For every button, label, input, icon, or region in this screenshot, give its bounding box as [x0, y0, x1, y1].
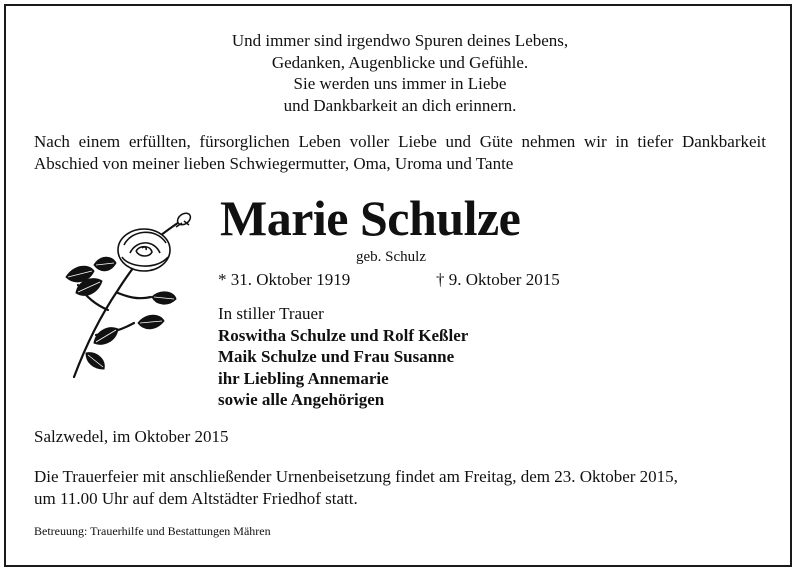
mourners-block [218, 303, 468, 411]
place-date: Salzwedel, im Oktober 2015 [34, 427, 229, 446]
deceased-name: Marie Schulze [220, 190, 521, 246]
mourners-lead: In stiller Trauer [218, 304, 324, 323]
mourner-name: ihr Liebling Annemarie [218, 368, 389, 388]
poem-line: Sie werden uns immer in Liebe [293, 74, 507, 93]
poem-line: Gedanken, Augenblicke und Gefühle. [271, 52, 529, 72]
death-date: † 9. Oktober 2015 [436, 270, 560, 289]
poem-line: Und immer sind irgendwo Spuren deines Lebens, [231, 31, 569, 50]
poem [0, 30, 800, 116]
funeral-line: Die Trauerfeier mit anschließender Urnenbeisetzung findet am Freitag, dem 23. Oktober 2015, [34, 467, 678, 486]
poem-line: und Dankbarkeit an dich erinnern. [283, 95, 517, 115]
mourner-name: Roswitha Schulze und Rolf Keßler [218, 325, 469, 345]
funeral-line: um 11.00 Uhr auf dem Altstädter Friedhof statt. [34, 488, 358, 508]
intro-text: Nach einem erfüllten, fürsorglichen Leben voller Liebe und Güte nehmen wir in tiefer Dankbarkeit Abschied von meiner lieben Schwiegermutter, Oma, Uroma und Tante [34, 132, 766, 173]
rose-icon [56, 205, 206, 380]
maiden-name: geb. Schulz [356, 249, 426, 265]
mourner-name: sowie alle Angehörigen [218, 390, 385, 409]
mourner-name: Maik Schulze und Frau Susanne [218, 347, 455, 366]
funeral-home-credit: Betreuung: Trauerhilfe und Bestattungen Mähren [34, 524, 271, 538]
birth-date: * 31. Oktober 1919 [218, 270, 351, 289]
funeral-info [34, 466, 774, 509]
